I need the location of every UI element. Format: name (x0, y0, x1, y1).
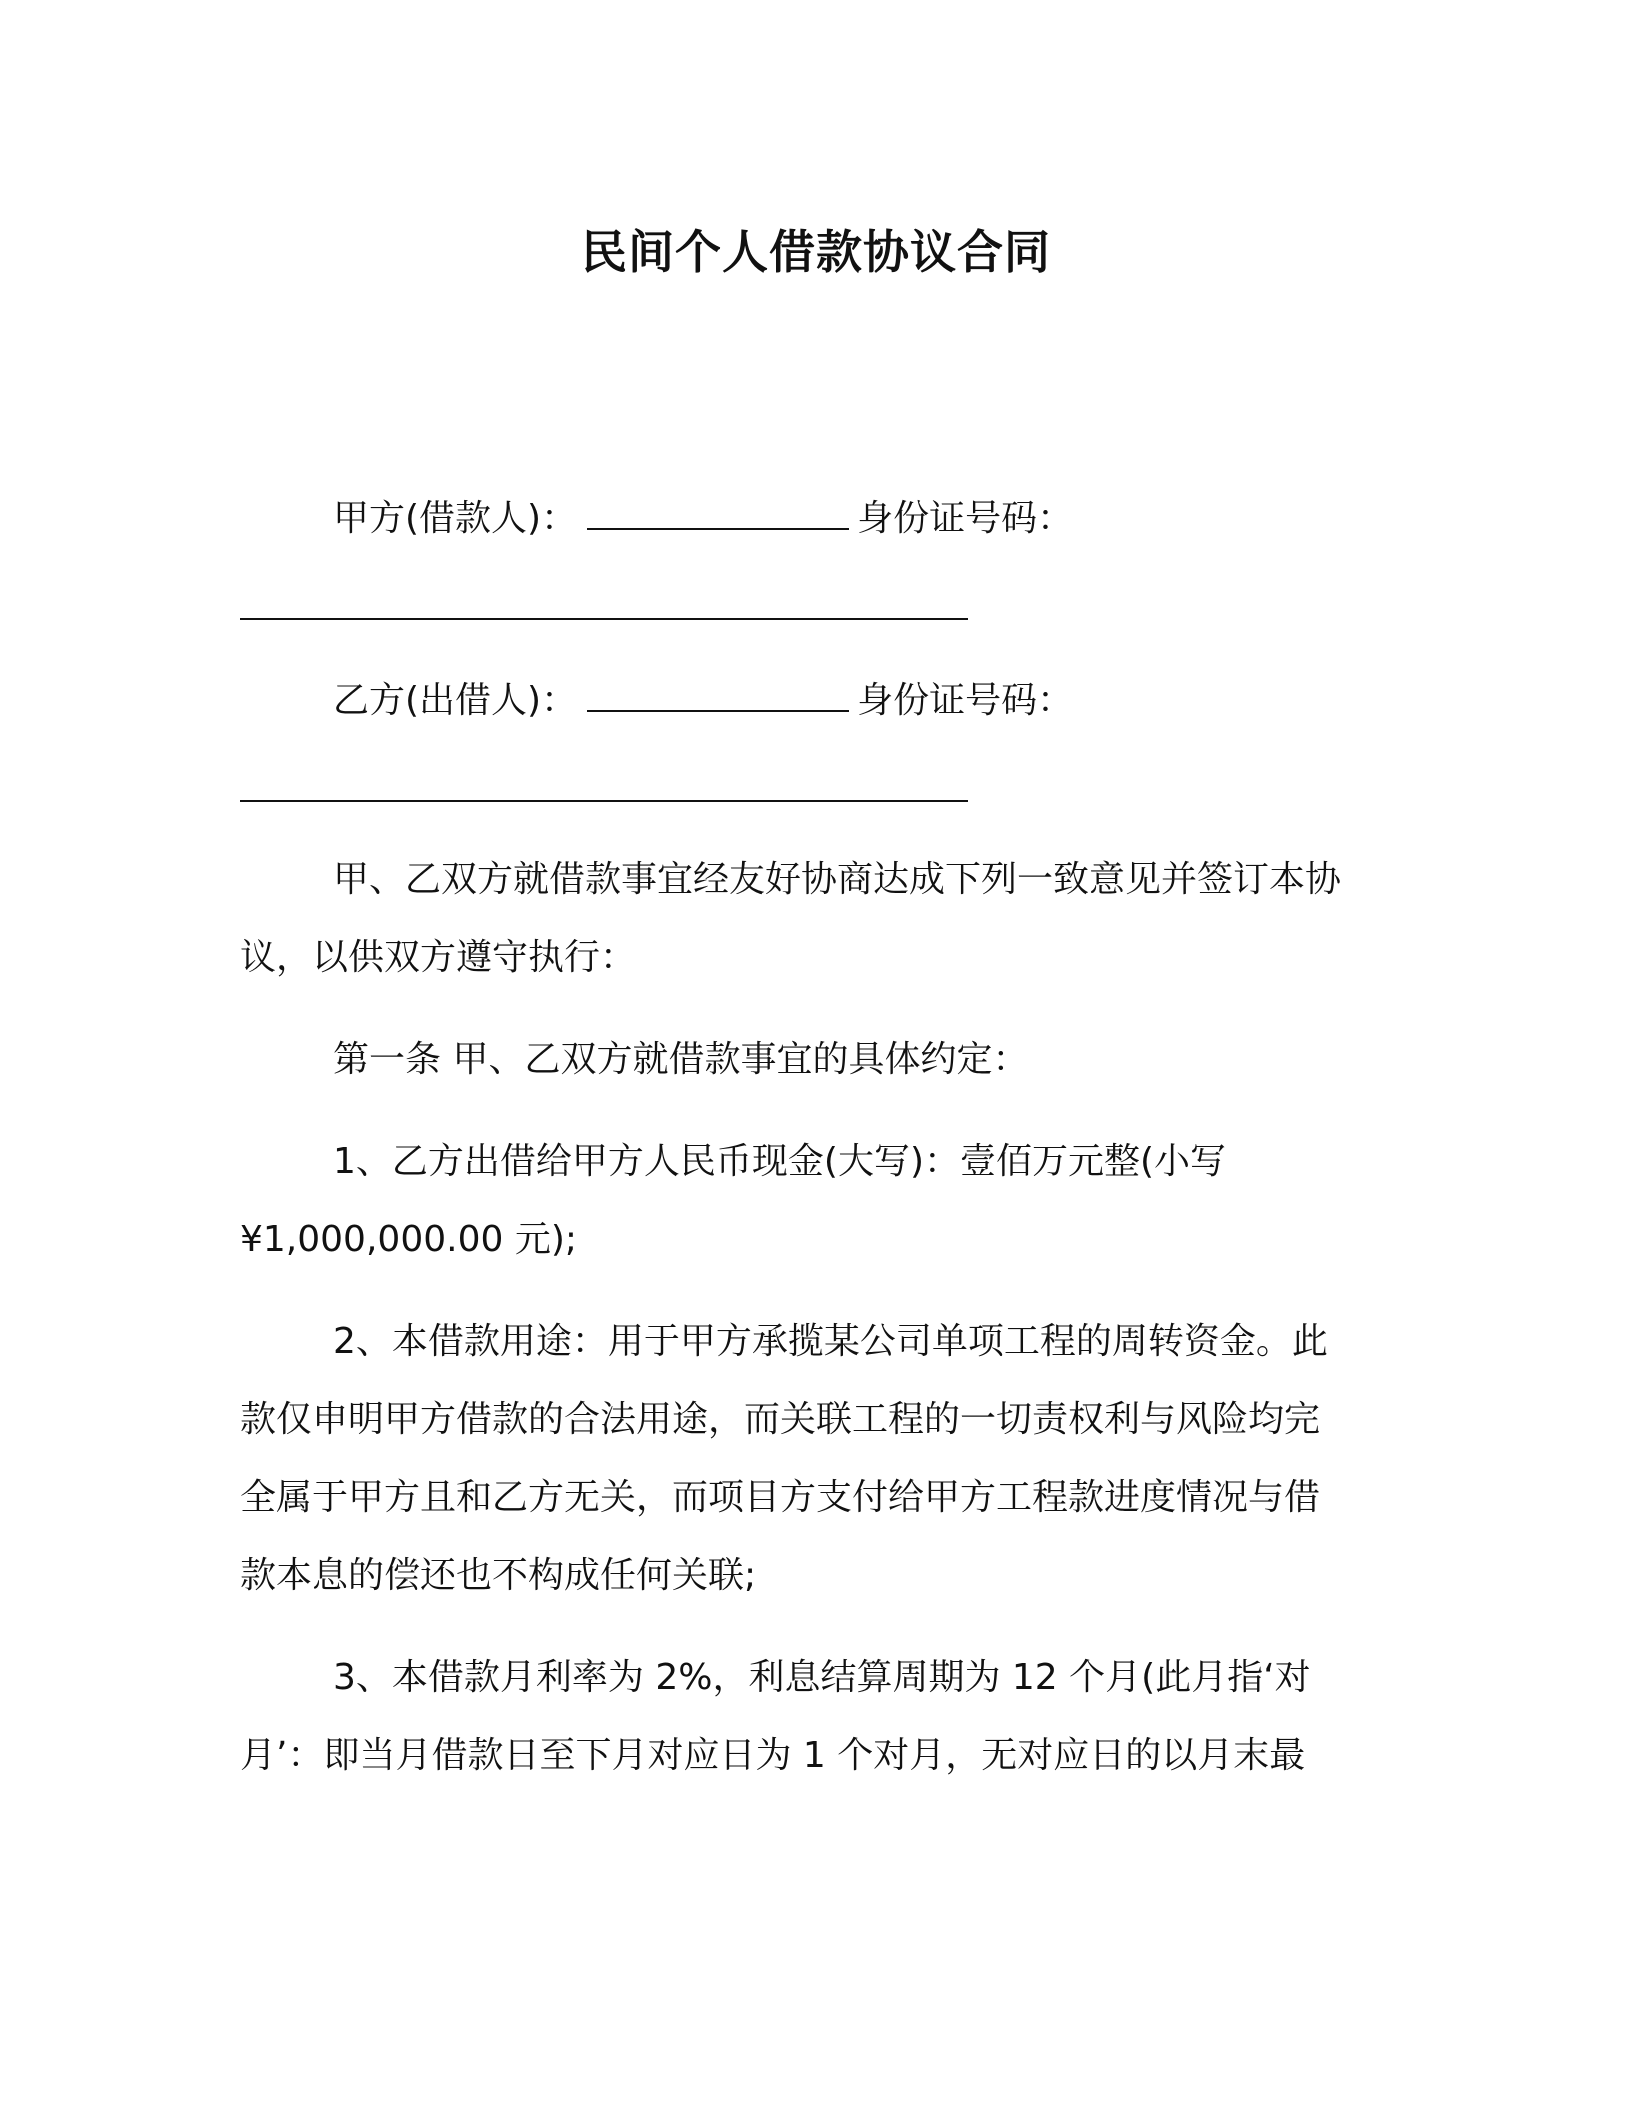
document-title: 民间个人借款协议合同 (581, 225, 1051, 279)
article-1-heading: 第一条 甲、乙双方就借款事宜的具体约定： (333, 1039, 1029, 1080)
party-a-name-blank (587, 494, 849, 530)
party-b-line (333, 676, 1073, 725)
party-a-line (333, 494, 1073, 543)
party-b-id-blank (240, 800, 968, 802)
party-b-label: 乙方(出借人)： (333, 680, 578, 721)
party-a-id-label: 身份证号码： (857, 498, 1074, 539)
clause-2-line-4: 款本息的偿还也不构成任何关联; (240, 1555, 757, 1596)
clause-3-line-2: 月’：即当月借款日至下月对应日为 1 个对月，无对应日的以月末最 (240, 1735, 1306, 1776)
party-b-name-blank (587, 676, 849, 712)
clause-1-line-1: 1、乙方出借给甲方人民币现金(大写)：壹佰万元整(小写 (333, 1141, 1227, 1182)
clause-2-line-2: 款仅申明甲方借款的合法用途，而关联工程的一切责权利与风险均完 (240, 1399, 1321, 1440)
clause-1-line-2: ¥1,000,000.00 元); (240, 1219, 577, 1260)
clause-2-line-3: 全属于甲方且和乙方无关，而项目方支付给甲方工程款进度情况与借 (240, 1477, 1321, 1518)
clause-2-line-1: 2、本借款用途：用于甲方承揽某公司单项工程的周转资金。此 (333, 1321, 1328, 1362)
party-a-label: 甲方(借款人)： (333, 498, 578, 539)
clause-3-line-1: 3、本借款月利率为 2%，利息结算周期为 12 个月(此月指‘对 (333, 1657, 1311, 1698)
party-a-id-blank (240, 618, 968, 620)
intro-line-2: 议，以供双方遵守执行： (240, 937, 637, 978)
intro-line-1: 甲、乙双方就借款事宜经友好协商达成下列一致意见并签订本协 (333, 859, 1342, 900)
party-b-id-label: 身份证号码： (857, 680, 1074, 721)
